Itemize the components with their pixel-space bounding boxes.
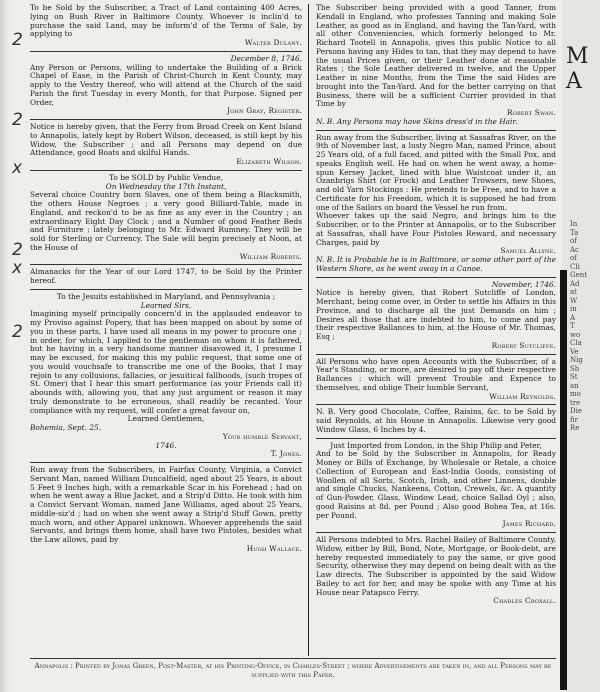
ad-body-text: And to be Sold by the Subscriber in Annapolis, for Ready Money or Bills of Exchange, by Wholesale or Retale, a choice Collection of European and East-India Goods, consisting of Woollen of all Sorts, Scotch, Irish, and other Linnens, double and single Chucks, Nankeens, Cotton, Crewels, &c. A quantity of Gun-Powder, Glass, Window Lead, choice Sallad Oyl ; also, good Raisins at 8d. per Pound ; Also good Bohea Tea, at 16s. per Pound. (316, 449, 556, 520)
ad-nota-bene: N. B. Any Persons may have Skins dress'd in the Hair. (316, 116, 518, 126)
margin-note: 2 (12, 30, 23, 50)
ad-year: 1746. (155, 440, 177, 450)
adjacent-text-fragment: Re (570, 424, 580, 432)
adjacent-page-edge (562, 0, 600, 692)
binding-shadow (0, 0, 9, 692)
printer-imprint: Annapolis : Printed by Jonas Green, Post-Master, at his Printing-Office, in Charles-Street ; where Advertisements are taken in, and all Persons may be supplied with this Paper. (34, 662, 552, 679)
ad-signature: John Gray, Register. (227, 106, 302, 116)
adjacent-text-fragment: tre (570, 398, 581, 407)
advertisement-sutcliffe (316, 281, 556, 351)
ad-place-date: Bohemia, Sept. 25. (30, 423, 102, 432)
ad-body-text: Notice is hereby given, that Robert Sutcliffe of London, Merchant, being come over, in Order to settle his Affairs in this Province, and to discharge all the just Demands on him ; Desires all those that are indebted to him, to come and pay their respective Ballances to him, at the House of Mr. Thomas, Esq ; (316, 288, 556, 341)
ad-signature: Walter Dulany. (244, 38, 302, 47)
advertisement-runaway (30, 466, 302, 554)
ad-date: November, 1746. (491, 279, 556, 289)
ad-body-text: Almanacks for the Year of our Lord 1747, to be Sold by the Printer hereof. (30, 267, 302, 285)
adjacent-text-fragment: Ta (570, 228, 579, 237)
ad-closing: Learned Gentlemen, (127, 414, 205, 424)
adjacent-text-fragment: A (570, 313, 576, 322)
ad-separator-rule (30, 462, 302, 463)
ad-closing-line: Your humble Servant, (222, 431, 302, 441)
advertisement-almanacks (30, 268, 302, 286)
ad-body-text: To be Sold by the Subscriber, a Tract of Land containing 400 Acres, lying on Bush River in Baltimore County. Whoever is inclin'd to purchase the said Land, may be inform'd of the Terms of Sale, by applying to (30, 4, 302, 39)
right-column (316, 4, 556, 656)
adjacent-text-fragment: Ac (570, 245, 579, 254)
ad-separator-rule (316, 532, 556, 533)
left-column (30, 4, 302, 656)
margin-note: 2 (12, 322, 23, 342)
ad-separator-rule (30, 264, 302, 265)
ad-signature: James Richard. (502, 519, 556, 529)
adjacent-text-fragment: Sh (570, 364, 580, 373)
ad-body-text: The Subscriber being provided with a good Tanner, from Kendall in England, who professes Tanning and making Sole Leather, as good as in England, and having the Tan-Yard, with all other Conveniencies, which formerly belonged to Mr. Richard Tootell in Annapolis, gives this public Notice to all Persons having any Hides to tan, that they may depend to have the usual Prices given, or their Leather done at reasonable Rates ; the Sole Leather delivered in twelve, and the Upper Leather in nine Months, from the Time the said Hides are brought into the Tan-Yard. And for the better carrying on that Business, there will be a sufficient Currier provided in that Time by (316, 4, 556, 109)
ad-body-text: Run away from the Subscriber, living at Sassafras River, on the 9th of November last, a lusty Negro Man, named Prince, about 25 Years old, of a full faced, and pitted with the Small Pox, and speaks English well. He had on when he went away, a home-spun Kersey Jacket, lined with blue Waistcoat under it, an Ozanbrigs Shirt (or Frock) and Leather Trowsers, new Shoes, and old Yarn Stockings : He pretends to be Free, and to have a Certificate for his Freedom, which it is supposed he had from one of the Sailors on board the Vessel he run from. (316, 132, 556, 212)
ad-separator-rule (316, 404, 556, 405)
adjacent-text-fragment: Ad (570, 279, 580, 288)
adjacent-text-fragment: Cla (570, 339, 582, 347)
ad-signature: T. Jones. (270, 449, 302, 459)
advertisement-ferry (30, 123, 302, 167)
column-divider (308, 4, 309, 656)
ad-heading: Just Imported from London, in the Ship Philip and Peter, (330, 440, 542, 450)
ad-separator-rule (30, 170, 302, 171)
adjacent-page-text (570, 220, 600, 433)
ad-signature: Robert Swan. (506, 108, 556, 117)
ad-date: December 8, 1746. (230, 53, 302, 63)
ad-separator-rule (30, 119, 302, 120)
page-fold-shadow (560, 270, 567, 690)
adjacent-text-fragment: St (570, 373, 578, 381)
ad-signature: William Reynolds. (489, 391, 556, 401)
adjacent-masthead-letter: M A (566, 44, 591, 94)
ad-signature: Samuel Allyne. (500, 246, 556, 256)
margin-note: x (12, 258, 23, 278)
ad-subheading: On Wednesday the 17th Instant, (105, 181, 227, 191)
ad-body-text: Any Person or Persons, willing to undertake the Building of a Brick Chapel of Ease, in the Parish of Christ-Church in Kent County, may apply to the Vestry thereof, who will attend at the Church of the said Parish the first Tuesday in every Month, for that Purpose. Signed per Order, (30, 62, 302, 107)
adjacent-text-fragment: at (570, 288, 577, 296)
adjacent-text-fragment: T (570, 322, 575, 330)
advertisement-chocolate (316, 408, 556, 434)
advertisement-chapel (30, 55, 302, 116)
margin-note: 2 (12, 110, 23, 130)
advertisement-vendue (30, 174, 302, 262)
ad-heading: To be SOLD by Public Vendue, (109, 172, 223, 182)
advertisement-tanner (316, 4, 556, 127)
advertisement-negro (316, 134, 556, 274)
adjacent-text-fragment: of (570, 237, 577, 245)
adjacent-text-fragment: mo (570, 390, 581, 398)
adjacent-text-fragment: Gent (570, 271, 588, 279)
ad-separator-rule (30, 289, 302, 290)
ad-separator-rule (316, 438, 556, 439)
adjacent-text-fragment: In (570, 220, 578, 228)
advertisement-imported (316, 442, 556, 530)
adjacent-text-fragment: Nig (570, 356, 583, 364)
ad-body-text: All Persons indebted to Mrs. Rachel Bailey of Baltimore County, Widow, either by Bill, Bond, Note, Mortgage, or Book-debt, are hereby requested immediately to pay the same, or give good Security, otherwise they may depend on being dealt with as the Law directs. The Subscriber is appointed by the said Widow Bailey to act for her, and may be spoke with any Time at his House near Patapsco Ferry. (316, 535, 556, 597)
ad-body-text: Several choice Country born Slaves, one of them being a Blacksmith, the others House Negroes ; a very good Billiard-Table, made in England, and reckon'd to be as fine as any ever in the Country ; an extraordinary Eight Day Clock ; and a Number of good Feather Beds and Furniture ; lately belonging to Mr. Edward Rumney. They will be sold for Sterling or Currency. The Sale will begin precisely at Noon, at the House of (30, 190, 302, 252)
adjacent-text-fragment: an (570, 381, 579, 390)
ad-body-text: Run away from the Subscribers, in Fairfax County, Virginia, a Convict Servant Man, named William Duncalfield, aged about 25 Years, is about 5 Feet 9 Inches high, with a remarkable Scar in his Forehead ; had on when he went away a Blue Jacket, and a Strip'd Ditto. He took with him a Convict Servant Woman, named Jane Williams, aged about 25 Years, middle-siz'd ; had on when she went away a Strip'd Stuff Gown, pretty much worn, and other Apparel unknown. Whoever apprehends the said Servants, and brings them home, shall have two Pistoles, besides what the Law allows, paid by (30, 465, 302, 544)
ad-separator-rule (30, 51, 302, 52)
ad-signature: Hugh Wallace. (246, 543, 302, 553)
adjacent-text-fragment: wo (570, 330, 581, 339)
ad-signature: Elizabeth Wilson. (236, 157, 302, 166)
footer-rule (30, 658, 556, 659)
ad-body-text: Notice is hereby given, that the Ferry from Broad Creek on Kent Island to Annapolis, lately kept by Robert Wilson, deceased, is still kept by his Widow, the Subscriber ; and all Persons may depend on due Attendance, good Boats and skilful Hands. (30, 122, 302, 158)
ad-body-text: Imagining myself principally concern'd in the applauded endeavor to my Proviso against Popery, that has been mapped on about by some of you in these parts, I have used all means in my power to procure one ; in order, for which, I applied to the gentleman on whom it is fathered, but he having in a very handsome manner disavowed it, I presume I may be excused, for making this my public request, that some one of you would vouchsafe to transcribe me one of the Books, that I may rejoin to any collusions, fallacies, or jesuitical fallhoods, (such tropes of St. Omer) that I hear this smart performance (as your Friends call it) abounds with, allowing you, that any just argument or reason it may truly demonstrate to be erroneous, shall readily be recanted. Your compliance with my request, will confer a great favour on, (30, 309, 302, 415)
ad-body-text: N. B. Very good Chocolate, Coffee, Raisins, &c. to be Sold by said Reynolds, at his House in Annapolis. Likewise very good Window Glass, 6 Inches by 4. (316, 407, 556, 434)
adjacent-text-fragment: Ve (570, 347, 579, 356)
ad-separator-rule (316, 277, 556, 278)
ad-nota-bene: N. B. It is Probable he is in Baltimore, or some other part of the Western Shore, as he went away in a Canoe. (316, 255, 556, 273)
ad-signature: Charles Croxall. (493, 596, 556, 606)
margin-note: 2 (12, 240, 23, 260)
ad-separator-rule (316, 130, 556, 131)
adjacent-text-fragment: Die (570, 407, 582, 415)
advertisement-jesuits (30, 293, 302, 459)
adjacent-text-fragment: W (570, 296, 578, 305)
ad-signature: Robert Sutcliffe. (491, 340, 556, 350)
ad-signature: William Roberts. (239, 251, 302, 261)
adjacent-text-fragment: fir (570, 415, 579, 424)
adjacent-text-fragment: in (570, 305, 577, 313)
adjacent-text-fragment: of (570, 254, 577, 262)
advertisement-land (30, 4, 302, 48)
ad-separator-rule (316, 354, 556, 355)
margin-note: x (12, 158, 23, 178)
adjacent-text-fragment: Cli (570, 262, 580, 271)
advertisement-reynolds (316, 358, 556, 402)
ad-body-text: All Persons who have open Accounts with the Subscriber, of a Year's Standing, or more, are desired to pay off their respective Ballances : which will prevent Trouble and Expence to themselves, and oblige Their humble Servant, (316, 356, 556, 392)
ad-salutation: Learned Sirs, (140, 300, 192, 310)
advertisement-bailey (316, 536, 556, 606)
ad-body-text: Whoever takes up the said Negro, and brings him to the Subscriber, or to the Printer at Annapolis, or to the Subscriber at Sassafras, shall have Four Pistoles Reward, and necessary Charges, paid by (316, 211, 556, 247)
ad-heading: To the Jesuits established in Maryland, and Pennsylvania ; (56, 291, 276, 301)
